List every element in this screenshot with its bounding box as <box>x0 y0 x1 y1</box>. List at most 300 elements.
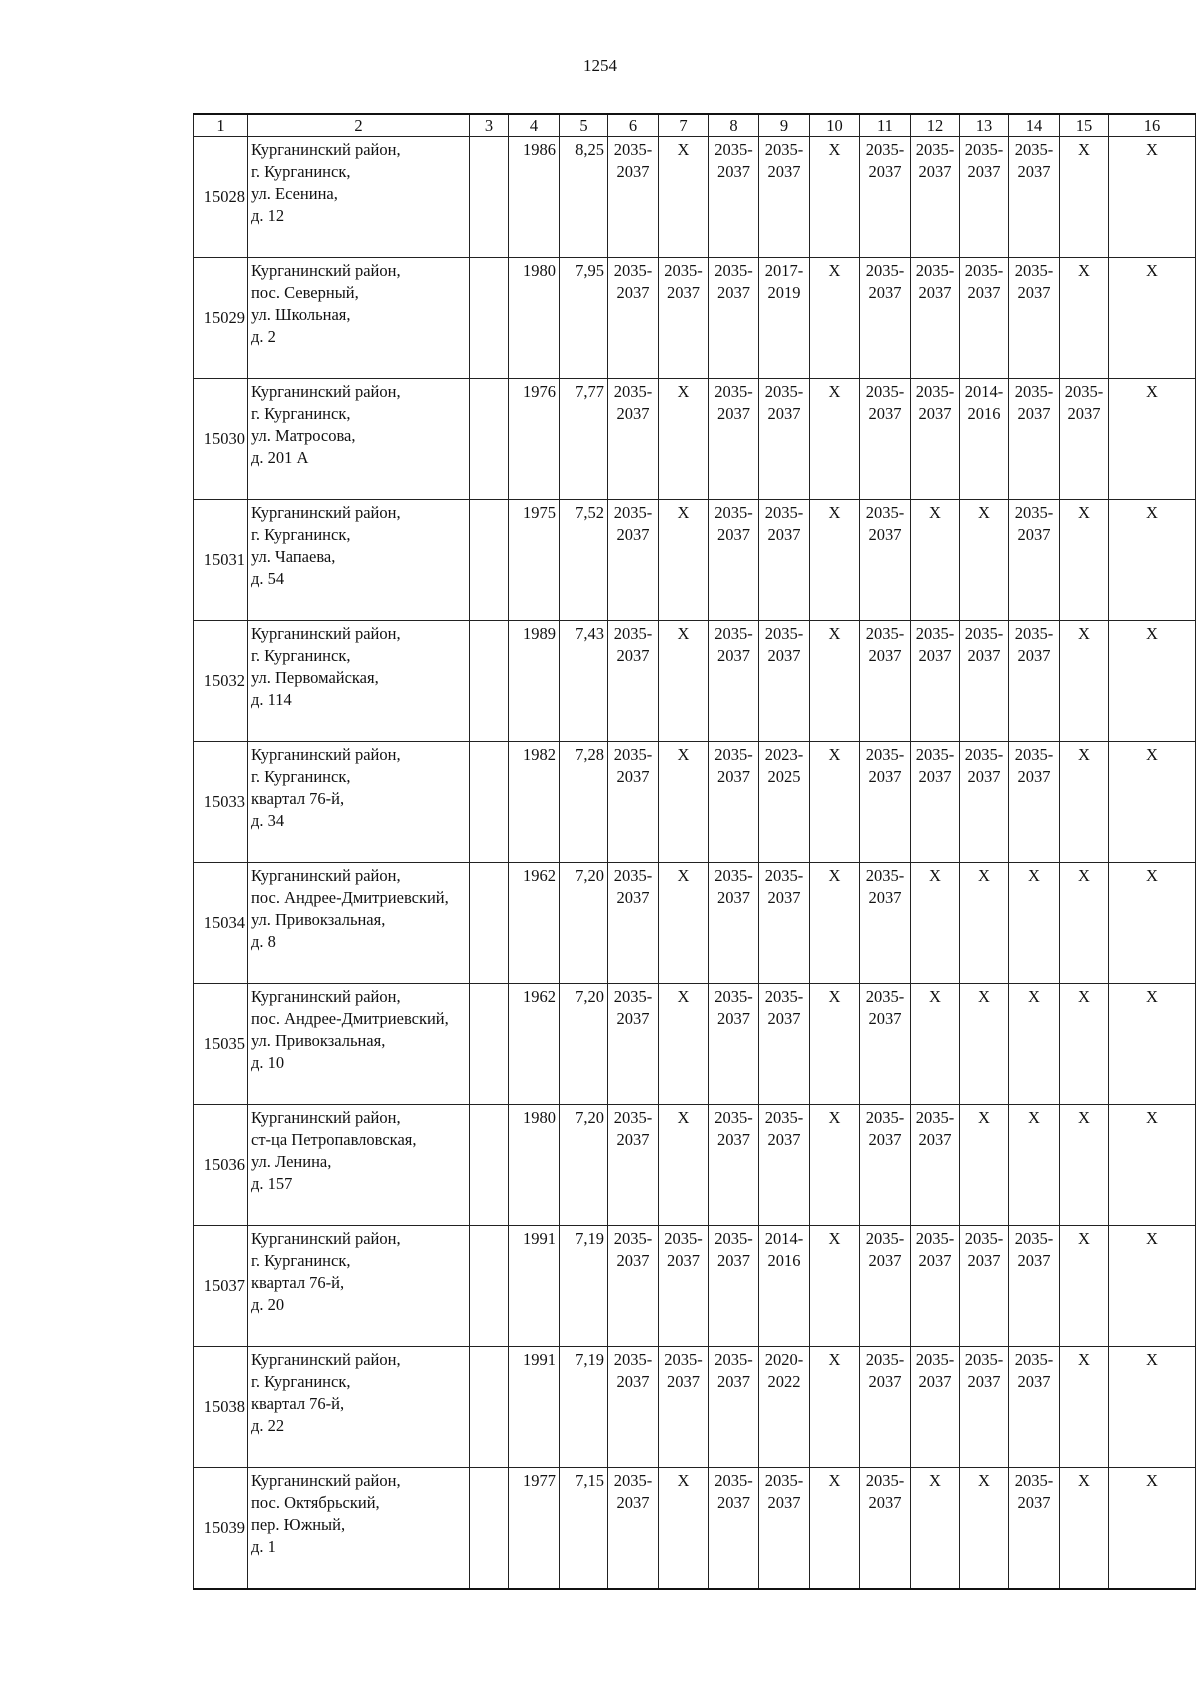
period-cell-col-13 <box>960 621 1009 742</box>
period-text: X <box>1028 1108 1040 1127</box>
period-text: 2035- <box>1014 624 1054 643</box>
period-cell-col-11 <box>860 379 911 500</box>
period-text: 2037 <box>767 646 801 665</box>
period-text: 2020- <box>764 1350 804 1369</box>
period-text: X <box>1078 624 1090 643</box>
period-cell-col-9 <box>759 500 810 621</box>
period-text: 2035- <box>764 382 804 401</box>
period-cell-col-10 <box>810 500 860 621</box>
period-text: 2037 <box>868 1493 902 1512</box>
period-cell-col-6 <box>608 500 659 621</box>
period-cell-col-16 <box>1109 984 1196 1105</box>
address-line: ул. Первомайская, <box>251 668 379 687</box>
period-cell-col-12 <box>911 1468 960 1589</box>
column-header-9: 9 <box>759 114 810 137</box>
period-cell-col-9 <box>759 621 810 742</box>
period-cell-col-6 <box>608 1468 659 1589</box>
period-text: X <box>1078 1229 1090 1248</box>
period-text: 2037 <box>767 888 801 907</box>
period-text: 2037 <box>717 404 750 423</box>
period-cell-col-16 <box>1109 1347 1196 1468</box>
column-header-13: 13 <box>960 114 1009 137</box>
period-text: 2037 <box>717 767 750 786</box>
period-text: 2025 <box>767 767 801 786</box>
period-text: X <box>828 1108 841 1127</box>
period-text: 2035- <box>714 1350 753 1369</box>
period-cell-col-11 <box>860 258 911 379</box>
period-cell-col-13 <box>960 1105 1009 1226</box>
table-row <box>194 621 1196 742</box>
period-cell-col-12 <box>911 863 960 984</box>
column-header-5: 5 <box>560 114 608 137</box>
period-cell-col-9 <box>759 1226 810 1347</box>
period-cell-col-15 <box>1060 258 1109 379</box>
period-text: 2035- <box>1014 503 1054 522</box>
address-line: д. 12 <box>251 206 285 225</box>
period-text: 2037 <box>918 1251 952 1270</box>
period-text: 2035- <box>915 745 955 764</box>
period-text: X <box>1078 1350 1090 1369</box>
period-cell-col-16 <box>1109 258 1196 379</box>
value-cell: 7,52 <box>560 500 608 621</box>
period-text: 2035- <box>613 1471 653 1490</box>
period-cell-col-14 <box>1009 379 1060 500</box>
period-text: 2035- <box>613 140 653 159</box>
period-text: X <box>677 987 690 1006</box>
period-cell-col-13 <box>960 984 1009 1105</box>
period-text: 2035- <box>613 1108 653 1127</box>
period-text: 2035- <box>915 1350 955 1369</box>
period-text: 2035- <box>664 1350 703 1369</box>
period-cell-col-14 <box>1009 258 1060 379</box>
period-text: 2035- <box>714 987 753 1006</box>
column-header-7: 7 <box>659 114 709 137</box>
address-cell <box>248 1468 470 1589</box>
period-cell-col-8 <box>709 379 759 500</box>
period-text: 2035- <box>613 1229 653 1248</box>
period-cell-col-12 <box>911 984 960 1105</box>
period-cell-col-16 <box>1109 742 1196 863</box>
period-cell-col-16 <box>1109 137 1196 258</box>
column-3-cell <box>470 1468 509 1589</box>
period-text: 2035- <box>964 745 1004 764</box>
period-text: 2037 <box>616 1130 650 1149</box>
period-text: 2035- <box>1064 382 1104 401</box>
value-cell: 7,28 <box>560 742 608 863</box>
period-text: 2037 <box>918 1372 952 1391</box>
period-text: X <box>828 1229 841 1248</box>
period-cell-col-11 <box>860 1347 911 1468</box>
period-text: 2035- <box>964 261 1004 280</box>
column-3-cell <box>470 379 509 500</box>
period-text: 2037 <box>868 1372 902 1391</box>
address-line: д. 34 <box>251 811 285 830</box>
period-cell-col-6 <box>608 258 659 379</box>
period-text: X <box>1146 1229 1158 1248</box>
address-line: ул. Школьная, <box>251 305 351 324</box>
address-line: Курганинский район, <box>251 745 401 764</box>
period-cell-col-15 <box>1060 1347 1109 1468</box>
period-cell-col-11 <box>860 1468 911 1589</box>
period-cell-col-12 <box>911 379 960 500</box>
period-text: 2035- <box>613 382 653 401</box>
period-text: 2014- <box>764 1229 804 1248</box>
period-cell-col-15 <box>1060 500 1109 621</box>
address-line: Курганинский район, <box>251 866 401 885</box>
column-3-cell <box>470 1105 509 1226</box>
period-cell-col-6 <box>608 1105 659 1226</box>
year-cell: 1989 <box>509 621 560 742</box>
period-text: 2037 <box>967 767 1001 786</box>
address-cell <box>248 137 470 258</box>
period-cell-col-13 <box>960 1468 1009 1589</box>
period-text: 2035- <box>1014 382 1054 401</box>
column-3-cell <box>470 258 509 379</box>
period-cell-col-6 <box>608 1226 659 1347</box>
period-cell-col-14 <box>1009 137 1060 258</box>
period-text: 2035- <box>764 503 804 522</box>
column-3-cell <box>470 984 509 1105</box>
period-text: X <box>1078 1108 1090 1127</box>
period-cell-col-9 <box>759 863 810 984</box>
period-cell-col-8 <box>709 500 759 621</box>
period-text: 2035- <box>764 987 804 1006</box>
period-text: 2037 <box>1017 646 1051 665</box>
period-cell-col-16 <box>1109 1226 1196 1347</box>
period-cell-col-11 <box>860 621 911 742</box>
period-cell-col-15 <box>1060 863 1109 984</box>
table-row <box>194 137 1196 258</box>
period-text: 2037 <box>717 888 750 907</box>
value-cell: 7,19 <box>560 1226 608 1347</box>
table-row <box>194 984 1196 1105</box>
period-cell-col-14 <box>1009 984 1060 1105</box>
period-cell-col-7 <box>659 500 709 621</box>
period-text: 2037 <box>767 1009 801 1028</box>
period-text: 2037 <box>616 1009 650 1028</box>
column-number-header <box>194 114 1196 137</box>
period-text: 2035- <box>915 1229 955 1248</box>
table-row <box>194 1226 1196 1347</box>
period-cell-col-15 <box>1060 1468 1109 1589</box>
period-cell-col-10 <box>810 1347 860 1468</box>
record-number: 15039 <box>194 1468 248 1589</box>
period-text: 2037 <box>717 1009 750 1028</box>
column-header-4: 4 <box>509 114 560 137</box>
period-text: X <box>1078 503 1090 522</box>
period-text: 2035- <box>1014 1229 1054 1248</box>
record-number: 15034 <box>194 863 248 984</box>
address-line: г. Курганинск, <box>251 525 351 544</box>
period-cell-col-12 <box>911 621 960 742</box>
address-cell <box>248 1347 470 1468</box>
period-cell-col-8 <box>709 1468 759 1589</box>
year-cell: 1991 <box>509 1347 560 1468</box>
period-cell-col-10 <box>810 863 860 984</box>
address-cell <box>248 984 470 1105</box>
period-text: 2035- <box>915 261 955 280</box>
period-cell-col-8 <box>709 621 759 742</box>
period-text: X <box>677 745 690 764</box>
value-cell: 7,20 <box>560 863 608 984</box>
address-line: Курганинский район, <box>251 1350 401 1369</box>
period-text: 2037 <box>767 1130 801 1149</box>
address-line: ст-ца Петропавловская, <box>251 1130 417 1149</box>
period-cell-col-16 <box>1109 1468 1196 1589</box>
period-text: 2037 <box>616 767 650 786</box>
period-text: 2035- <box>964 1350 1004 1369</box>
period-text: 2037 <box>717 646 750 665</box>
period-text: 2037 <box>717 283 750 302</box>
column-header-14: 14 <box>1009 114 1060 137</box>
period-text: 2035- <box>714 261 753 280</box>
year-cell: 1962 <box>509 863 560 984</box>
table-row <box>194 500 1196 621</box>
period-text: 2037 <box>1017 1493 1051 1512</box>
period-cell-col-12 <box>911 1105 960 1226</box>
address-line: ул. Есенина, <box>251 184 338 203</box>
period-text: 2037 <box>868 162 902 181</box>
period-text: 2037 <box>868 525 902 544</box>
period-text: X <box>1078 1471 1090 1490</box>
year-cell: 1986 <box>509 137 560 258</box>
table-row <box>194 258 1196 379</box>
period-cell-col-15 <box>1060 1105 1109 1226</box>
period-text: 2037 <box>717 1372 750 1391</box>
period-text: 2037 <box>868 646 902 665</box>
period-cell-col-10 <box>810 379 860 500</box>
column-3-cell <box>470 863 509 984</box>
address-line: д. 20 <box>251 1295 285 1314</box>
period-text: 2016 <box>767 1251 801 1270</box>
period-text: 2037 <box>1017 525 1051 544</box>
period-text: 2035- <box>714 140 753 159</box>
address-cell <box>248 1105 470 1226</box>
period-text: 2035- <box>964 1229 1004 1248</box>
period-text: 2037 <box>616 1493 650 1512</box>
period-text: 2037 <box>616 162 650 181</box>
period-cell-col-7 <box>659 379 709 500</box>
address-line: квартал 76-й, <box>251 1273 345 1292</box>
period-text: 2035- <box>865 1229 905 1248</box>
period-text: 2037 <box>616 283 650 302</box>
address-cell <box>248 258 470 379</box>
value-cell: 7,20 <box>560 984 608 1105</box>
period-text: 2035- <box>865 503 905 522</box>
period-text: 2035- <box>664 1229 703 1248</box>
period-cell-col-7 <box>659 1347 709 1468</box>
address-line: г. Курганинск, <box>251 1251 351 1270</box>
address-line: г. Курганинск, <box>251 646 351 665</box>
table-row <box>194 742 1196 863</box>
period-text: X <box>1078 140 1090 159</box>
period-text: 2037 <box>616 888 650 907</box>
address-line: г. Курганинск, <box>251 767 351 786</box>
period-cell-col-12 <box>911 1226 960 1347</box>
period-cell-col-10 <box>810 1105 860 1226</box>
period-cell-col-16 <box>1109 500 1196 621</box>
period-cell-col-10 <box>810 1226 860 1347</box>
record-number: 15036 <box>194 1105 248 1226</box>
period-text: X <box>1078 745 1090 764</box>
address-line: пос. Андрее-Дмитриевский, <box>251 1009 449 1028</box>
period-text: X <box>978 866 990 885</box>
period-text: X <box>828 866 841 885</box>
address-line: пос. Октябрьский, <box>251 1493 380 1512</box>
period-text: 2035- <box>865 1471 905 1490</box>
table-row <box>194 1347 1196 1468</box>
period-text: 2037 <box>667 283 700 302</box>
period-text: 2037 <box>616 646 650 665</box>
record-number: 15028 <box>194 137 248 258</box>
year-cell: 1980 <box>509 1105 560 1226</box>
column-header-11: 11 <box>860 114 911 137</box>
period-text: 2035- <box>764 866 804 885</box>
period-text: 2037 <box>1017 1251 1051 1270</box>
period-cell-col-13 <box>960 137 1009 258</box>
column-header-16: 16 <box>1109 114 1196 137</box>
period-text: 2037 <box>868 888 902 907</box>
period-text: 2035- <box>714 1108 753 1127</box>
period-cell-col-6 <box>608 742 659 863</box>
period-text: X <box>978 1471 990 1490</box>
period-text: X <box>828 1350 841 1369</box>
page-number: 1254 <box>583 56 617 75</box>
period-text: 2037 <box>767 1493 801 1512</box>
period-cell-col-7 <box>659 1226 709 1347</box>
table-row <box>194 379 1196 500</box>
period-text: 2035- <box>664 261 703 280</box>
value-cell: 7,77 <box>560 379 608 500</box>
period-cell-col-9 <box>759 1468 810 1589</box>
record-number: 15033 <box>194 742 248 863</box>
period-text: 2037 <box>918 283 952 302</box>
address-line: ул. Привокзальная, <box>251 1031 386 1050</box>
period-cell-col-16 <box>1109 379 1196 500</box>
period-text: 2037 <box>1067 404 1101 423</box>
period-cell-col-6 <box>608 137 659 258</box>
period-text: 2035- <box>865 140 905 159</box>
period-cell-col-7 <box>659 137 709 258</box>
period-cell-col-7 <box>659 1468 709 1589</box>
period-cell-col-7 <box>659 621 709 742</box>
period-text: 2037 <box>967 162 1001 181</box>
period-text: X <box>677 1471 690 1490</box>
period-text: X <box>929 503 941 522</box>
period-cell-col-16 <box>1109 621 1196 742</box>
address-cell <box>248 1226 470 1347</box>
period-text: 2037 <box>717 525 750 544</box>
period-cell-col-15 <box>1060 1226 1109 1347</box>
address-line: г. Курганинск, <box>251 1372 351 1391</box>
period-cell-col-13 <box>960 258 1009 379</box>
period-text: X <box>828 503 841 522</box>
period-text: 2035- <box>764 1108 804 1127</box>
period-cell-col-10 <box>810 1468 860 1589</box>
column-3-cell <box>470 500 509 621</box>
year-cell: 1980 <box>509 258 560 379</box>
period-text: X <box>828 1471 841 1490</box>
period-cell-col-9 <box>759 984 810 1105</box>
period-text: 2035- <box>613 261 653 280</box>
period-text: 2035- <box>915 1108 955 1127</box>
period-text: 2035- <box>865 1350 905 1369</box>
record-number: 15032 <box>194 621 248 742</box>
housing-register-table <box>193 113 1196 1590</box>
period-text: 2035- <box>613 1350 653 1369</box>
period-cell-col-10 <box>810 258 860 379</box>
period-cell-col-9 <box>759 379 810 500</box>
period-text: 2035- <box>613 866 653 885</box>
period-text: 2037 <box>616 1372 650 1391</box>
period-cell-col-14 <box>1009 1105 1060 1226</box>
period-text: 2037 <box>1017 404 1051 423</box>
period-text: 2035- <box>613 503 653 522</box>
column-3-cell <box>470 742 509 863</box>
period-cell-col-8 <box>709 1226 759 1347</box>
period-text: 2035- <box>613 745 653 764</box>
period-text: 2035- <box>964 140 1004 159</box>
period-text: 2035- <box>714 624 753 643</box>
address-line: д. 54 <box>251 569 285 588</box>
period-cell-col-8 <box>709 1105 759 1226</box>
period-text: X <box>1078 866 1090 885</box>
period-cell-col-14 <box>1009 1468 1060 1589</box>
period-text: 2037 <box>967 1251 1001 1270</box>
period-text: X <box>677 1108 690 1127</box>
period-text: X <box>1146 745 1158 764</box>
period-text: 2023- <box>764 745 804 764</box>
period-cell-col-8 <box>709 258 759 379</box>
period-text: 2037 <box>717 1130 750 1149</box>
period-text: 2037 <box>667 1372 700 1391</box>
period-text: 2037 <box>918 162 952 181</box>
column-header-1: 1 <box>194 114 248 137</box>
period-text: 2014- <box>964 382 1004 401</box>
period-text: 2037 <box>616 404 650 423</box>
period-text: 2037 <box>868 1251 902 1270</box>
period-cell-col-13 <box>960 742 1009 863</box>
address-line: Курганинский район, <box>251 1229 401 1248</box>
year-cell: 1975 <box>509 500 560 621</box>
period-cell-col-10 <box>810 621 860 742</box>
period-text: 2037 <box>918 404 952 423</box>
period-cell-col-13 <box>960 500 1009 621</box>
period-text: 2035- <box>613 987 653 1006</box>
period-text: 2022 <box>767 1372 801 1391</box>
period-text: 2037 <box>616 525 650 544</box>
period-text: 2035- <box>714 745 753 764</box>
record-number: 15029 <box>194 258 248 379</box>
address-line: ул. Ленина, <box>251 1152 332 1171</box>
period-text: X <box>1078 987 1090 1006</box>
address-line: пос. Андрее-Дмитриевский, <box>251 888 449 907</box>
period-text: 2037 <box>918 767 952 786</box>
period-text: X <box>677 382 690 401</box>
period-text: 2037 <box>616 1251 650 1270</box>
address-line: Курганинский район, <box>251 140 401 159</box>
column-3-cell <box>470 137 509 258</box>
value-cell: 7,95 <box>560 258 608 379</box>
period-text: X <box>828 261 841 280</box>
period-text: 2035- <box>915 624 955 643</box>
period-cell-col-15 <box>1060 379 1109 500</box>
period-cell-col-6 <box>608 379 659 500</box>
table-row <box>194 863 1196 984</box>
period-text: 2035- <box>714 1471 753 1490</box>
period-text: 2035- <box>714 503 753 522</box>
period-cell-col-9 <box>759 137 810 258</box>
